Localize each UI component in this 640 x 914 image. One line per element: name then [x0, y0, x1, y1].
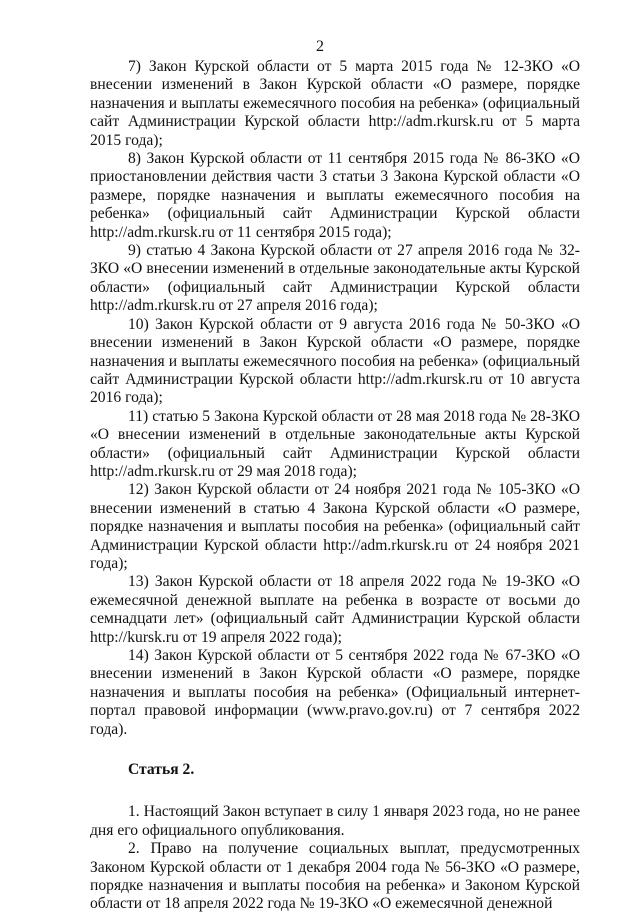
page-number: 2 [316, 38, 324, 55]
list-item-9: 9) статью 4 Закона Курской области от 27 апреля 2016 года № 32-ЗКО «О внесении изменений в отдельные законодательные акты Курской области» (официальный сайт Администрации Курской области http://adm.rkursk.ru от 27 апреля 2016 года); [90, 242, 580, 315]
list-item-10: 10) Закон Курской области от 9 августа 2016 года № 50-ЗКО «О внесении изменений в Закон Курской области «О размере, порядке назначения и выплаты ежемесячного пособия на ребенка» (официальный сайт Администрации Курской области http://adm.rkursk.ru от 10 августа 2016 года); [90, 315, 580, 407]
list-item-14: 14) Закон Курской области от 5 сентября 2022 года № 67-ЗКО «О внесении изменений в Закон Курской области «О размере, порядке назначения и выплаты пособия на ребенка» (Официальный интернет-портал правовой информации (www.pravo.gov.ru) от 7 сентября 2022 года). [90, 647, 580, 738]
article-heading: Статья 2. [128, 761, 195, 779]
list-item-11: 11) статью 5 Закона Курской области от 28 мая 2018 года № 28-ЗКО «О внесении изменений в отдельные законодательные акты Курской области» (официальный сайт Администрации Курской области http://adm.rkursk.ru от 29 мая 2018 года); [90, 407, 580, 480]
list-item-7: 7) Закон Курской области от 5 марта 2015 года № 12-ЗКО «О внесении изменений в Закон Курской области «О размере, порядке назначения и выплаты ежемесячного пособия на ребенка» (официальный сайт Администрации Курской области http://adm.rkursk.ru от 5 марта 2015 года); [90, 58, 580, 149]
list-item-8: 8) Закон Курской области от 11 сентября 2015 года № 86-ЗКО «О приостановлении действия части 3 статьи 3 Закона Курской области «О размере, порядке назначения и выплаты ежемесячного пособия на ребенка» (официальный сайт Администрации Курской области http://adm.rkursk.ru от 11 сентября 2015 года); [90, 150, 580, 241]
list-item-13: 13) Закон Курской области от 18 апреля 2022 года № 19-ЗКО «О ежемесячной денежной выплате на ребенка в возрасте от восьми до семнадцати лет» (официальный сайт Администрации Курской области http://kursk.ru от 19 апреля 2022 года); [90, 573, 580, 646]
article-paragraph-2: 2. Право на получение социальных выплат, предусмотренных Законом Курской области от 1 декабря 2004 года № 56-ЗКО «О размере, порядке назначения и выплаты пособия на ребенка» и Законом Курской области от 18 апреля 2022 года № 19-ЗКО «О ежемесячной денежной [90, 840, 580, 913]
document-body [90, 58, 580, 914]
article-paragraph-1: 1. Настоящий Закон вступает в силу 1 января 2023 года, но не ранее дня его официального опубликования. [90, 803, 580, 839]
list-item-12: 12) Закон Курской области от 24 ноября 2021 года № 105-ЗКО «О внесении изменений в статью 4 Закона Курской области «О размере, порядке назначения и выплаты пособия на ребенка» (официальный сайт Администрации Курской области http://adm.rkursk.ru от 24 ноября 2021 года); [90, 481, 580, 572]
